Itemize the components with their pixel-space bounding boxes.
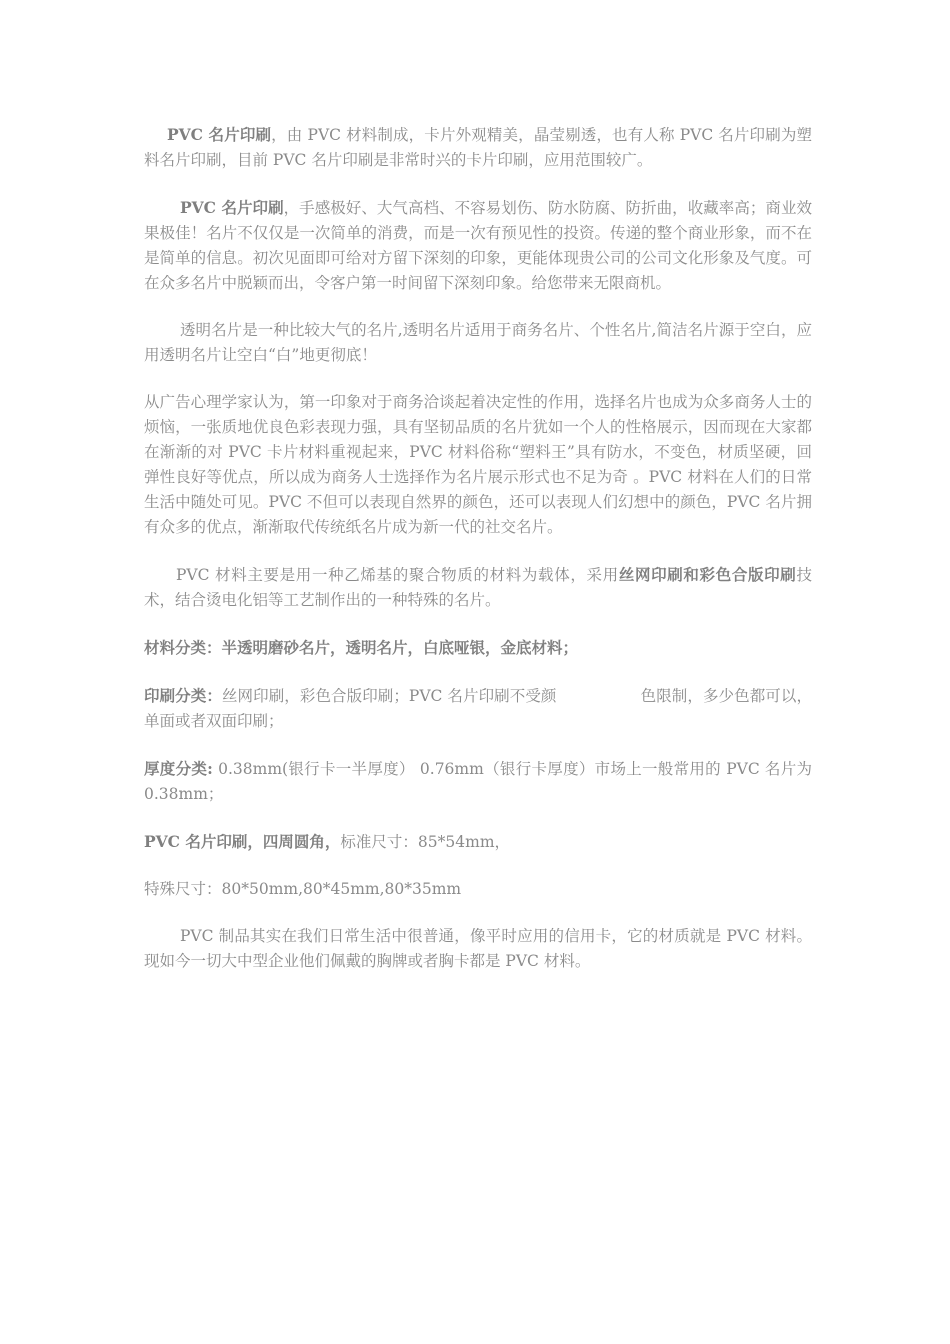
paragraph-text: 色限制，多少色都可以，单面或者双面印刷；	[144, 687, 812, 730]
paragraph-text: 标准尺寸：85*54mm，	[340, 833, 511, 851]
paragraph-text: 丝网印刷，彩色合版印刷；PVC 名片印刷不受颜	[221, 687, 557, 705]
bold-term: PVC 名片印刷，四周圆角，	[144, 832, 341, 851]
paragraph-special-size	[144, 877, 812, 902]
paragraph-text: 透明名片是一种比较大气的名片,透明名片适用于商务名片、个性名片,简洁名片源于空白，应用透明名片让空白“白”地更彻底！	[144, 321, 812, 364]
paragraph-text: PVC 制品其实在我们日常生活中很普通，像平时应用的信用卡，它的材质就是 PVC 材料。现如今一切大中型企业他们佩戴的胸牌或者胸卡都是 PVC 材料。	[144, 927, 812, 970]
bold-term: 印刷分类：	[144, 686, 222, 705]
bold-term: 厚度分类:	[144, 759, 213, 778]
paragraph-text: ，手感极好、大气高档、不容易划伤、防水防腐、防折曲，收藏率高；商业效果极佳！名片不仅仅是一次简单的消费，而是一次有预见性的投资。传递的整个商业形象，而不在是简单的信息。初次见面即可给对方留下深刻的印象，更能体现贵公司的公司文化形象及气度。可在众多名片中脱颖而出，令客户第一时间留下深刻印象。给您带来无限商机。	[144, 199, 812, 292]
bold-term: 丝网印刷和彩色合版印刷	[618, 565, 797, 584]
paragraph-print-types	[144, 683, 812, 734]
bold-term: PVC 名片印刷	[180, 198, 284, 217]
document-body	[144, 122, 812, 996]
bold-term: 材料分类：半透明磨砂名片，透明名片，白底哑银，金底材料；	[144, 638, 579, 657]
paragraph-thickness-types	[144, 756, 812, 807]
paragraph-pvc-intro	[144, 122, 812, 173]
bold-term: PVC 名片印刷	[167, 125, 272, 144]
paragraph-text: PVC 材料主要是用一种乙烯基的聚合物质的材料为载体，采用	[176, 566, 619, 584]
paragraph-standard-size	[144, 829, 812, 855]
paragraph-pvc-material	[144, 562, 812, 613]
paragraph-text: 0.38mm(银行卡一半厚度） 0.76mm（银行卡厚度）市场上一般常用的 PVC 名片为 0.38mm；	[144, 760, 812, 803]
paragraph-transparent-card	[144, 318, 812, 368]
paragraph-text: 技术，结合烫电化铝等工艺制作出的一种特殊的名片。	[144, 566, 812, 609]
paragraph-text: ，由 PVC 材料制成，卡片外观精美，晶莹剔透，也有人称 PVC 名片印刷为塑料名片印刷，目前 PVC 名片印刷是非常时兴的卡片印刷，应用范围较广。	[144, 126, 812, 169]
paragraph-text: 特殊尺寸：80*50mm,80*45mm,80*35mm	[144, 880, 462, 898]
paragraph-first-impression	[144, 390, 812, 540]
paragraph-text: 从广告心理学家认为，第一印象对于商务洽谈起着决定性的作用，选择名片也成为众多商务人士的烦恼，一张质地优良色彩表现力强，具有坚韧品质的名片犹如一个人的性格展示，因而现在大家都在渐渐的对 PVC 卡片材料重视起来，PVC 材料俗称“塑料王”具有防水，不变色，材质坚硬，回弹性良好等优点，所以成为商务人士选择作为名片展示形式也不足为奇 。PVC 材料在人们的日常生活中随处可见。PVC 不但可以表现自然界的颜色，还可以表现人们幻想中的颜色，PVC 名片拥有众多的优点，渐渐取代传统纸名片成为新一代的社交名片。	[144, 393, 812, 536]
paragraph-material-types	[144, 635, 812, 661]
paragraph-pvc-benefits	[144, 195, 812, 296]
paragraph-pvc-everyday	[144, 924, 812, 974]
